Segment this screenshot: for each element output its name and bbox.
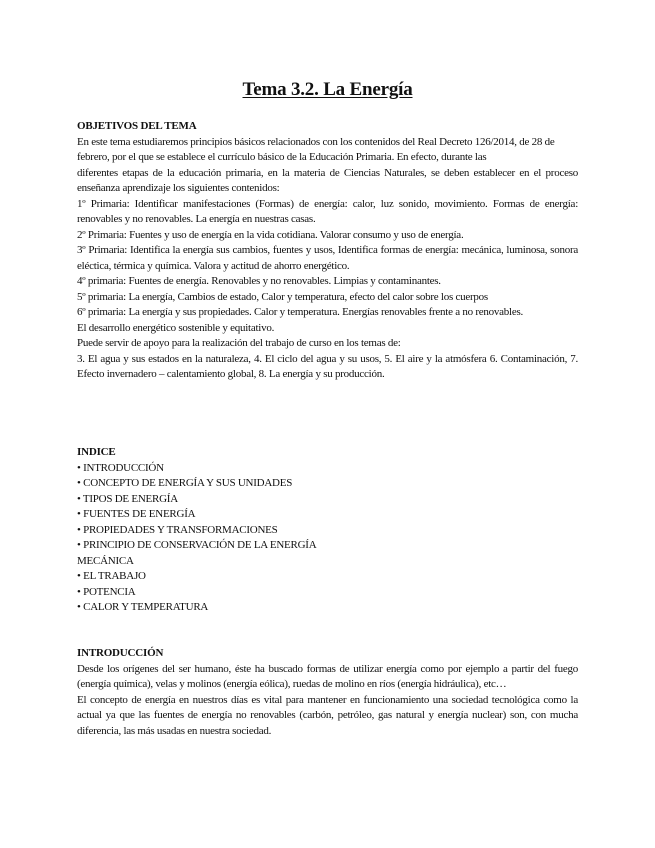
objetivos-section bbox=[77, 119, 578, 383]
introduccion-section bbox=[77, 646, 578, 739]
objetivos-paragraph: En este tema estudiaremos principios básicos relacionados con los contenidos del Real Decreto 126/2014, de 28 de febrero, por el que se establece el currículo básico de la Educación Primaria. En efecto, durante las bbox=[77, 135, 555, 163]
indice-heading: INDICE bbox=[77, 446, 116, 458]
page-title: Tema 3.2. La Energía bbox=[242, 79, 413, 100]
objetivos-paragraph: El desarrollo energético sostenible y equitativo. bbox=[77, 321, 275, 334]
index-item: • INTRODUCCIÓN bbox=[77, 461, 164, 474]
introduccion-paragraph: El concepto de energía en nuestros días es vital para mantener en funcionamiento una sociedad tecnológica como la actual ya que las fuentes de energía no renovables (carbón, petróleo, gas natural y energía nuclear) son, con mucha diferencia, las más usadas en nuestra sociedad. bbox=[77, 693, 578, 737]
index-item: • PRINCIPIO DE CONSERVACIÓN DE LA ENERGÍA bbox=[77, 539, 317, 551]
introduccion-heading: INTRODUCCIÓN bbox=[77, 647, 164, 659]
objetivos-paragraph: 6º primaria: La energía y sus propiedades. Calor y temperatura. Energías renovables frente a no renovables. bbox=[77, 306, 524, 318]
objetivos-paragraph: 1º Primaria: Identificar manifestaciones (Formas) de energía: calor, luz sonido, movimiento. Formas de energía: renovables y no renovables. La energía en nuestras casas. bbox=[77, 197, 578, 225]
objetivos-heading: OBJETIVOS DEL TEMA bbox=[77, 120, 197, 132]
index-item: MECÁNICA bbox=[77, 554, 134, 567]
index-item: • EL TRABAJO bbox=[77, 570, 146, 582]
objetivos-paragraph: 5º primaria: La energía, Cambios de estado, Calor y temperatura, efecto del calor sobre los cuerpos bbox=[77, 290, 488, 303]
objetivos-paragraph: 4º primaria: Fuentes de energía. Renovables y no renovables. Limpias y contaminantes. bbox=[77, 275, 441, 287]
objetivos-paragraph: 3. El agua y sus estados en la naturaleza, 4. El ciclo del agua y su usos, 5. El aire y la atmósfera 6. Contaminación, 7. Efecto invernadero – calentamiento global, 8. La energía y su producción. bbox=[77, 352, 578, 380]
introduccion-paragraph: Desde los orígenes del ser humano, éste ha buscado formas de utilizar energía como por ejemplo a partir del fuego (energía química), velas y molinos (energía eólica), ruedas de molino en ríos (energía hidráulica), etc… bbox=[77, 662, 578, 690]
objetivos-paragraph: Puede servir de apoyo para la realización del trabajo de curso en los temas de: bbox=[77, 337, 401, 349]
objetivos-paragraph: 3º Primaria: Identifica la energía sus cambios, fuentes y usos, Identifica formas de energía: mecánica, luminosa, sonora eléctica, térmica y química. Valora y actitud de ahorro energético. bbox=[77, 244, 578, 272]
index-item: • TIPOS DE ENERGÍA bbox=[77, 492, 178, 505]
index-item: • FUENTES DE ENERGÍA bbox=[77, 508, 196, 520]
objetivos-paragraph: diferentes etapas de la educación primaria, en la materia de Ciencias Naturales, se deben establecer en el proceso enseñanza aprendizaje los siguientes contenidos: bbox=[77, 166, 578, 194]
index-item: • CONCEPTO DE ENERGÍA Y SUS UNIDADES bbox=[77, 477, 293, 489]
objetivos-paragraph: 2º Primaria: Fuentes y uso de energía en la vida cotidiana. Valorar consumo y uso de energía. bbox=[77, 228, 464, 241]
index-item: • CALOR Y TEMPERATURA bbox=[77, 601, 209, 613]
index-item: • POTENCIA bbox=[77, 585, 136, 598]
index-item: • PROPIEDADES Y TRANSFORMACIONES bbox=[77, 523, 278, 536]
indice-section bbox=[77, 445, 578, 616]
